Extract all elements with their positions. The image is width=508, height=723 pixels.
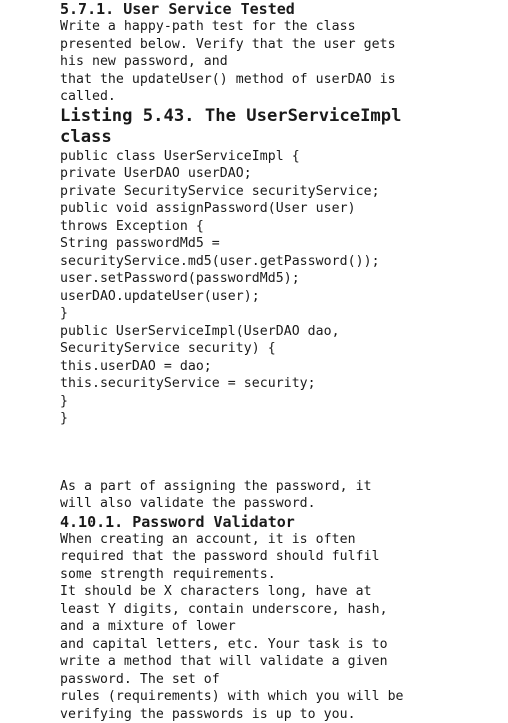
listing-heading-line-1: Listing 5.43. The UserServiceImpl	[60, 106, 500, 127]
paragraph-line: presented below. Verify that the user gets	[60, 36, 500, 54]
code-line: securityService.md5(user.getPassword());	[60, 253, 500, 271]
code-line: }	[60, 393, 500, 411]
paragraph-line: As a part of assigning the password, it	[60, 478, 500, 496]
code-line: this.securityService = security;	[60, 375, 500, 393]
code-line: public class UserServiceImpl {	[60, 148, 500, 166]
code-line: private SecurityService securityService;	[60, 183, 500, 201]
paragraph-line: write a method that will validate a given	[60, 653, 500, 671]
paragraph-line: called.	[60, 88, 500, 106]
intro-paragraph	[60, 478, 500, 513]
code-line: }	[60, 305, 500, 323]
paragraph-line: It should be X characters long, have at	[60, 583, 500, 601]
section-1-paragraph	[60, 18, 500, 106]
paragraph-line: verifying the passwords is up to you.	[60, 706, 500, 723]
spacer	[60, 428, 500, 478]
section-heading-user-service-tested: 5.7.1. User Service Tested	[60, 0, 500, 18]
paragraph-line: and capital letters, etc. Your task is to	[60, 636, 500, 654]
code-line: userDAO.updateUser(user);	[60, 288, 500, 306]
code-line: throws Exception {	[60, 218, 500, 236]
paragraph-line: his new password, and	[60, 53, 500, 71]
code-line: this.userDAO = dao;	[60, 358, 500, 376]
paragraph-line: and a mixture of lower	[60, 618, 500, 636]
paragraph-line: rules (requirements) with which you will be	[60, 688, 500, 706]
paragraph-line: that the updateUser() method of userDAO is	[60, 71, 500, 89]
paragraph-line: will also validate the password.	[60, 495, 500, 513]
code-line: public UserServiceImpl(UserDAO dao,	[60, 323, 500, 341]
code-listing	[60, 148, 500, 428]
paragraph-line: some strength requirements.	[60, 566, 500, 584]
paragraph-line: password. The set of	[60, 671, 500, 689]
code-line: public void assignPassword(User user)	[60, 200, 500, 218]
document-page	[60, 0, 500, 723]
section-2-paragraph	[60, 531, 500, 723]
code-line: user.setPassword(passwordMd5);	[60, 270, 500, 288]
paragraph-line: least Y digits, contain underscore, hash,	[60, 601, 500, 619]
code-line: private UserDAO userDAO;	[60, 165, 500, 183]
listing-heading-line-2: class	[60, 127, 500, 148]
paragraph-line: required that the password should fulfil	[60, 548, 500, 566]
paragraph-line: Write a happy-path test for the class	[60, 18, 500, 36]
paragraph-line: When creating an account, it is often	[60, 531, 500, 549]
code-line: SecurityService security) {	[60, 340, 500, 358]
code-line: String passwordMd5 =	[60, 235, 500, 253]
section-heading-password-validator: 4.10.1. Password Validator	[60, 513, 500, 531]
code-line: }	[60, 410, 500, 428]
